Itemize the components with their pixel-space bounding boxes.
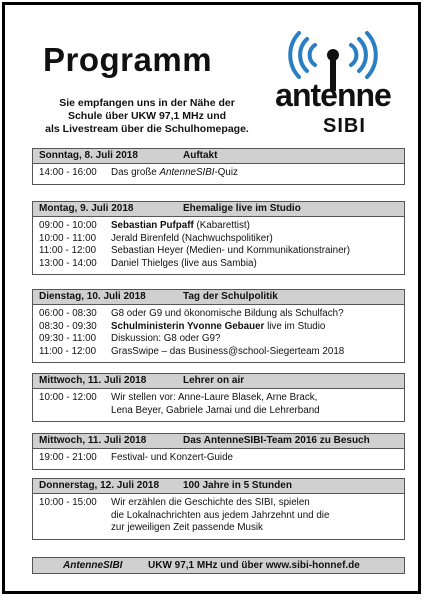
day-topic: Lehrer on air bbox=[183, 375, 245, 386]
footer-info: UKW 97,1 MHz und über www.sibi-honnef.de bbox=[148, 560, 360, 571]
row-text bbox=[111, 258, 398, 271]
row-text-part: Das große bbox=[111, 167, 160, 178]
day-header bbox=[32, 373, 405, 389]
row-time: 11:00 - 12:00 bbox=[39, 345, 97, 357]
day-block bbox=[32, 478, 405, 540]
intro-line: Sie empfangen uns in der Nähe der bbox=[59, 97, 235, 109]
schedule-row bbox=[39, 321, 398, 334]
row-text bbox=[111, 510, 398, 523]
row-text bbox=[111, 392, 398, 405]
row-time bbox=[39, 510, 111, 523]
row-time: 11:00 - 12:00 bbox=[39, 245, 97, 257]
schedule-row bbox=[39, 220, 398, 233]
day-date: Donnerstag, 12. Juli 2018 bbox=[39, 480, 160, 491]
footer-bar bbox=[32, 557, 405, 574]
schedule-row bbox=[39, 258, 398, 271]
row-text bbox=[111, 333, 398, 346]
schedule-row bbox=[39, 308, 398, 321]
schedule-row bbox=[39, 522, 398, 535]
schedule-row bbox=[39, 452, 398, 465]
row-text-part: Sebastian Pufpaff bbox=[111, 220, 194, 231]
day-block bbox=[32, 373, 405, 422]
logo-wordmark: antenne bbox=[275, 77, 391, 113]
row-text bbox=[111, 321, 398, 334]
logo-subtitle: SIBI bbox=[323, 115, 366, 137]
day-block bbox=[32, 433, 405, 470]
row-text-part: GrasSwipe – das Business@school-Siegerteam 2018 bbox=[111, 345, 345, 357]
day-block bbox=[32, 148, 405, 185]
row-text-part: Lena Beyer, Gabriele Jamai und die Lehrerband bbox=[111, 404, 320, 416]
footer-station: AntenneSIBI bbox=[63, 560, 123, 571]
day-topic: 100 Jahre in 5 Stunden bbox=[183, 480, 292, 491]
day-topic: Ehemalige live im Studio bbox=[183, 203, 301, 214]
day-date: Mittwoch, 11. Juli 2018 bbox=[39, 435, 147, 446]
row-text-part: Sebastian Heyer (Medien- und Kommunikationstrainer) bbox=[111, 245, 351, 257]
schedule-row bbox=[39, 245, 398, 258]
schedule-row bbox=[39, 167, 398, 180]
row-text-part: die Lokalnachrichten aus jedem Jahrzehnt und die bbox=[111, 509, 330, 521]
day-body bbox=[32, 449, 405, 470]
row-time: 10:00 - 15:00 bbox=[39, 497, 97, 508]
row-text bbox=[111, 346, 398, 359]
day-body bbox=[32, 217, 405, 275]
row-text bbox=[111, 452, 398, 465]
day-block bbox=[32, 289, 405, 363]
row-time: 09:30 - 11:00 bbox=[39, 333, 97, 345]
row-text-part: Festival- und Konzert-Guide bbox=[111, 452, 233, 463]
row-text bbox=[111, 405, 398, 418]
schedule-row bbox=[39, 510, 398, 523]
day-topic: Auftakt bbox=[183, 150, 218, 161]
row-time: 10:00 - 11:00 bbox=[39, 232, 97, 244]
row-text-part: Daniel Thielges (live aus Sambia) bbox=[111, 257, 257, 269]
day-date: Sonntag, 8. Juli 2018 bbox=[39, 150, 138, 161]
day-header bbox=[32, 433, 405, 449]
day-header bbox=[32, 478, 405, 494]
row-text-part: Diskussion: G8 oder G9? bbox=[111, 333, 221, 345]
program-poster bbox=[2, 2, 421, 594]
row-time: 14:00 - 16:00 bbox=[39, 167, 97, 178]
row-time: 10:00 - 12:00 bbox=[39, 392, 97, 403]
day-date: Mittwoch, 11. Juli 2018 bbox=[39, 375, 147, 386]
schedule-row bbox=[39, 392, 398, 405]
row-text-part: AntenneSIBI bbox=[159, 167, 215, 178]
row-text-part: Jerald Birenfeld (Nachwuchspolitiker) bbox=[111, 232, 273, 244]
page-title: Programm bbox=[43, 41, 213, 78]
day-body bbox=[32, 389, 405, 422]
row-time: 19:00 - 21:00 bbox=[39, 452, 97, 463]
row-time: 09:00 - 10:00 bbox=[39, 220, 97, 231]
row-text-part: (Kabarettist) bbox=[193, 220, 250, 231]
intro-line: Schule über UKW 97,1 MHz und bbox=[67, 110, 227, 122]
row-time bbox=[39, 522, 111, 535]
row-text bbox=[111, 245, 398, 258]
day-header bbox=[32, 289, 405, 305]
row-text bbox=[111, 167, 398, 180]
row-time: 08:30 - 09:30 bbox=[39, 320, 97, 332]
row-text bbox=[111, 220, 398, 233]
day-date: Dienstag, 10. Juli 2018 bbox=[39, 291, 146, 302]
day-body bbox=[32, 494, 405, 540]
day-body bbox=[32, 164, 405, 185]
intro-text bbox=[37, 97, 257, 136]
row-text bbox=[111, 233, 398, 246]
row-text-part: zur jeweiligen Zeit passende Musik bbox=[111, 522, 263, 534]
schedule-row bbox=[39, 497, 398, 510]
day-topic: Tag der Schulpolitik bbox=[183, 291, 278, 302]
row-time bbox=[39, 405, 111, 418]
row-text-part: Schulministerin Yvonne Gebauer bbox=[111, 320, 265, 332]
day-topic: Das AntenneSIBI-Team 2016 zu Besuch bbox=[183, 435, 370, 446]
row-text-part: live im Studio bbox=[264, 320, 326, 332]
schedule-row bbox=[39, 333, 398, 346]
row-time: 06:00 - 08:30 bbox=[39, 308, 97, 319]
row-text bbox=[111, 308, 398, 321]
day-header bbox=[32, 148, 405, 164]
intro-line: als Livestream über die Schulhomepage. bbox=[45, 123, 249, 135]
day-date: Montag, 9. Juli 2018 bbox=[39, 203, 134, 214]
row-text-part: Wir erzählen die Geschichte des SIBI, spielen bbox=[111, 497, 310, 508]
day-block bbox=[32, 201, 405, 275]
row-text-part: G8 oder G9 und ökonomische Bildung als Schulfach? bbox=[111, 308, 344, 319]
antenne-sibi-logo bbox=[253, 31, 413, 141]
row-text-part: Wir stellen vor: Anne-Laure Blasek, Arne Brack, bbox=[111, 392, 318, 403]
schedule-row bbox=[39, 346, 398, 359]
row-time: 13:00 - 14:00 bbox=[39, 257, 97, 269]
day-body bbox=[32, 305, 405, 363]
day-header bbox=[32, 201, 405, 217]
row-text-part: -Quiz bbox=[214, 167, 238, 178]
row-text bbox=[111, 522, 398, 535]
schedule-row bbox=[39, 405, 398, 418]
row-text bbox=[111, 497, 398, 510]
schedule-row bbox=[39, 233, 398, 246]
